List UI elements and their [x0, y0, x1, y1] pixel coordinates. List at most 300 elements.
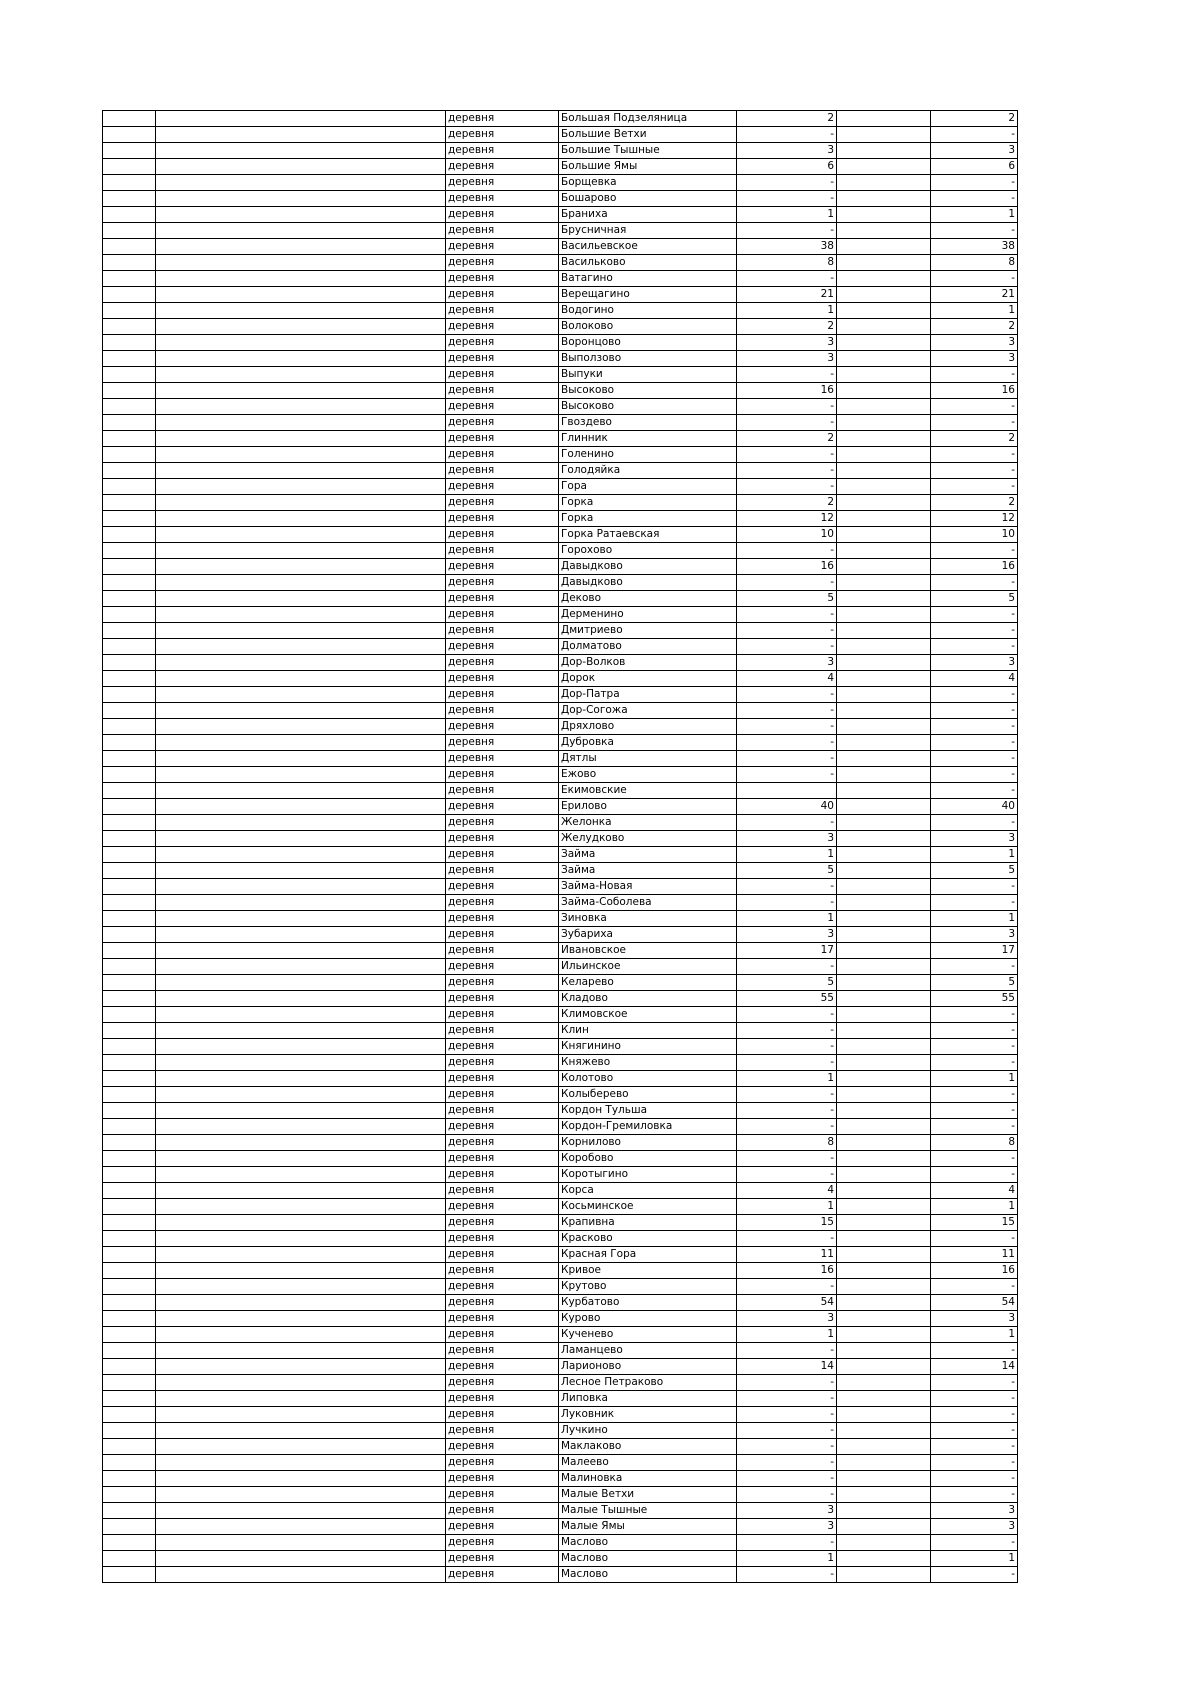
- rural-count-cell: -: [931, 879, 1018, 895]
- settlement-type-cell: деревня: [446, 1055, 559, 1071]
- urban-count-cell: [837, 831, 931, 847]
- settlement-name-cell: Голенино: [559, 447, 737, 463]
- col-b-cell: [156, 1375, 446, 1391]
- settlement-name-cell: Дор-Согожа: [559, 703, 737, 719]
- col-b-cell: [156, 367, 446, 383]
- table-row: [103, 399, 1018, 415]
- settlement-name-cell: Дмитриево: [559, 623, 737, 639]
- table-row: [103, 511, 1018, 527]
- settlement-name-cell: Лесное Петраково: [559, 1375, 737, 1391]
- urban-count-cell: [837, 559, 931, 575]
- total-count-cell: -: [737, 687, 837, 703]
- settlement-type-cell: деревня: [446, 799, 559, 815]
- col-a-cell: [103, 1151, 156, 1167]
- settlement-name-cell: Высоково: [559, 383, 737, 399]
- settlement-name-cell: Кривое: [559, 1263, 737, 1279]
- col-a-cell: [103, 463, 156, 479]
- settlement-type-cell: деревня: [446, 351, 559, 367]
- col-b-cell: [156, 1551, 446, 1567]
- total-count-cell: 1: [737, 1199, 837, 1215]
- urban-count-cell: [837, 1023, 931, 1039]
- urban-count-cell: [837, 255, 931, 271]
- col-b-cell: [156, 767, 446, 783]
- col-a-cell: [103, 655, 156, 671]
- table-row: [103, 943, 1018, 959]
- total-count-cell: 3: [737, 143, 837, 159]
- total-count-cell: -: [737, 1039, 837, 1055]
- col-a-cell: [103, 1343, 156, 1359]
- settlement-name-cell: Ватагино: [559, 271, 737, 287]
- settlement-name-cell: Коробово: [559, 1151, 737, 1167]
- col-a-cell: [103, 175, 156, 191]
- settlement-type-cell: деревня: [446, 335, 559, 351]
- col-b-cell: [156, 431, 446, 447]
- urban-count-cell: [837, 367, 931, 383]
- settlement-type-cell: деревня: [446, 143, 559, 159]
- settlement-name-cell: Дятлы: [559, 751, 737, 767]
- settlement-name-cell: Колыберево: [559, 1087, 737, 1103]
- rural-count-cell: 6: [931, 159, 1018, 175]
- table-row: [103, 1455, 1018, 1471]
- table-row: [103, 495, 1018, 511]
- settlement-type-cell: деревня: [446, 1439, 559, 1455]
- table-row: [103, 447, 1018, 463]
- urban-count-cell: [837, 623, 931, 639]
- settlement-type-cell: деревня: [446, 879, 559, 895]
- settlement-name-cell: Займа: [559, 847, 737, 863]
- total-count-cell: 1: [737, 847, 837, 863]
- rural-count-cell: 1: [931, 303, 1018, 319]
- total-count-cell: -: [737, 1375, 837, 1391]
- col-a-cell: [103, 1199, 156, 1215]
- table-row: [103, 1055, 1018, 1071]
- total-count-cell: -: [737, 1471, 837, 1487]
- urban-count-cell: [837, 1311, 931, 1327]
- total-count-cell: 10: [737, 527, 837, 543]
- col-a-cell: [103, 1407, 156, 1423]
- table-row: [103, 287, 1018, 303]
- urban-count-cell: [837, 863, 931, 879]
- urban-count-cell: [837, 1439, 931, 1455]
- col-b-cell: [156, 1103, 446, 1119]
- col-a-cell: [103, 815, 156, 831]
- settlement-type-cell: деревня: [446, 1007, 559, 1023]
- urban-count-cell: [837, 415, 931, 431]
- settlement-type-cell: деревня: [446, 1487, 559, 1503]
- settlement-type-cell: деревня: [446, 1327, 559, 1343]
- settlement-type-cell: деревня: [446, 367, 559, 383]
- rural-count-cell: 5: [931, 863, 1018, 879]
- col-b-cell: [156, 1247, 446, 1263]
- settlement-name-cell: Малеево: [559, 1455, 737, 1471]
- urban-count-cell: [837, 927, 931, 943]
- settlement-type-cell: деревня: [446, 687, 559, 703]
- settlement-name-cell: Васильевское: [559, 239, 737, 255]
- settlement-type-cell: деревня: [446, 191, 559, 207]
- settlement-type-cell: деревня: [446, 223, 559, 239]
- settlement-name-cell: Глинник: [559, 431, 737, 447]
- col-a-cell: [103, 639, 156, 655]
- total-count-cell: 2: [737, 319, 837, 335]
- table-row: [103, 319, 1018, 335]
- rural-count-cell: -: [931, 1119, 1018, 1135]
- rural-count-cell: 11: [931, 1247, 1018, 1263]
- table-row: [103, 1519, 1018, 1535]
- settlement-name-cell: Крутово: [559, 1279, 737, 1295]
- urban-count-cell: [837, 191, 931, 207]
- col-a-cell: [103, 1279, 156, 1295]
- urban-count-cell: [837, 175, 931, 191]
- col-a-cell: [103, 415, 156, 431]
- urban-count-cell: [837, 511, 931, 527]
- settlement-type-cell: деревня: [446, 1167, 559, 1183]
- col-a-cell: [103, 431, 156, 447]
- settlement-name-cell: Келарево: [559, 975, 737, 991]
- settlement-name-cell: Кордон-Гремиловка: [559, 1119, 737, 1135]
- col-a-cell: [103, 991, 156, 1007]
- table-row: [103, 1471, 1018, 1487]
- settlement-name-cell: Бошарово: [559, 191, 737, 207]
- col-b-cell: [156, 1567, 446, 1583]
- settlement-name-cell: Зубариха: [559, 927, 737, 943]
- settlement-name-cell: Зиновка: [559, 911, 737, 927]
- col-b-cell: [156, 1343, 446, 1359]
- settlement-name-cell: Кладово: [559, 991, 737, 1007]
- settlement-name-cell: Дряхлово: [559, 719, 737, 735]
- col-b-cell: [156, 463, 446, 479]
- urban-count-cell: [837, 847, 931, 863]
- settlement-type-cell: деревня: [446, 1503, 559, 1519]
- table-row: [103, 351, 1018, 367]
- settlement-type-cell: деревня: [446, 527, 559, 543]
- col-b-cell: [156, 1391, 446, 1407]
- table-row: [103, 1359, 1018, 1375]
- settlement-type-cell: деревня: [446, 1103, 559, 1119]
- rural-count-cell: -: [931, 271, 1018, 287]
- urban-count-cell: [837, 671, 931, 687]
- table-row: [103, 415, 1018, 431]
- col-b-cell: [156, 959, 446, 975]
- col-b-cell: [156, 1535, 446, 1551]
- settlement-type-cell: деревня: [446, 543, 559, 559]
- settlement-name-cell: Княгинино: [559, 1039, 737, 1055]
- col-a-cell: [103, 1247, 156, 1263]
- col-b-cell: [156, 1487, 446, 1503]
- rural-count-cell: -: [931, 415, 1018, 431]
- col-a-cell: [103, 1551, 156, 1567]
- col-a-cell: [103, 1103, 156, 1119]
- rural-count-cell: -: [931, 703, 1018, 719]
- rural-count-cell: 3: [931, 351, 1018, 367]
- col-b-cell: [156, 1263, 446, 1279]
- col-b-cell: [156, 495, 446, 511]
- col-a-cell: [103, 319, 156, 335]
- settlement-type-cell: деревня: [446, 719, 559, 735]
- col-a-cell: [103, 1071, 156, 1087]
- total-count-cell: -: [737, 1055, 837, 1071]
- col-b-cell: [156, 399, 446, 415]
- col-b-cell: [156, 1215, 446, 1231]
- col-b-cell: [156, 303, 446, 319]
- total-count-cell: 3: [737, 655, 837, 671]
- settlement-type-cell: деревня: [446, 271, 559, 287]
- table-row: [103, 799, 1018, 815]
- settlement-name-cell: Займа-Соболева: [559, 895, 737, 911]
- table-row: [103, 1263, 1018, 1279]
- total-count-cell: -: [737, 767, 837, 783]
- urban-count-cell: [837, 591, 931, 607]
- col-b-cell: [156, 799, 446, 815]
- col-b-cell: [156, 1039, 446, 1055]
- rural-count-cell: 55: [931, 991, 1018, 1007]
- urban-count-cell: [837, 271, 931, 287]
- table-row: [103, 1343, 1018, 1359]
- col-b-cell: [156, 591, 446, 607]
- col-a-cell: [103, 1535, 156, 1551]
- total-count-cell: -: [737, 719, 837, 735]
- table-row: [103, 927, 1018, 943]
- col-a-cell: [103, 863, 156, 879]
- settlement-type-cell: деревня: [446, 415, 559, 431]
- table-row: [103, 847, 1018, 863]
- rural-count-cell: 16: [931, 559, 1018, 575]
- urban-count-cell: [837, 975, 931, 991]
- rural-count-cell: 3: [931, 655, 1018, 671]
- settlement-name-cell: Ларионово: [559, 1359, 737, 1375]
- col-b-cell: [156, 1119, 446, 1135]
- col-a-cell: [103, 1007, 156, 1023]
- rural-count-cell: -: [931, 751, 1018, 767]
- urban-count-cell: [837, 431, 931, 447]
- rural-count-cell: 17: [931, 943, 1018, 959]
- col-b-cell: [156, 1151, 446, 1167]
- rural-count-cell: 3: [931, 927, 1018, 943]
- settlement-type-cell: деревня: [446, 975, 559, 991]
- settlement-name-cell: Курбатово: [559, 1295, 737, 1311]
- settlement-type-cell: деревня: [446, 703, 559, 719]
- urban-count-cell: [837, 1327, 931, 1343]
- col-a-cell: [103, 1023, 156, 1039]
- col-a-cell: [103, 239, 156, 255]
- col-b-cell: [156, 703, 446, 719]
- settlement-type-cell: деревня: [446, 847, 559, 863]
- total-count-cell: 54: [737, 1295, 837, 1311]
- urban-count-cell: [837, 1215, 931, 1231]
- settlement-type-cell: деревня: [446, 1471, 559, 1487]
- settlement-name-cell: Давыдково: [559, 575, 737, 591]
- total-count-cell: -: [737, 1007, 837, 1023]
- urban-count-cell: [837, 1375, 931, 1391]
- col-a-cell: [103, 1311, 156, 1327]
- col-a-cell: [103, 1423, 156, 1439]
- col-a-cell: [103, 159, 156, 175]
- col-b-cell: [156, 239, 446, 255]
- table-row: [103, 1487, 1018, 1503]
- total-count-cell: -: [737, 399, 837, 415]
- col-a-cell: [103, 143, 156, 159]
- col-b-cell: [156, 1167, 446, 1183]
- rural-count-cell: 16: [931, 1263, 1018, 1279]
- table-row: [103, 1071, 1018, 1087]
- col-b-cell: [156, 415, 446, 431]
- rural-count-cell: 1: [931, 1071, 1018, 1087]
- settlement-type-cell: деревня: [446, 927, 559, 943]
- rural-count-cell: 38: [931, 239, 1018, 255]
- table-row: [103, 1391, 1018, 1407]
- col-a-cell: [103, 959, 156, 975]
- col-b-cell: [156, 207, 446, 223]
- col-b-cell: [156, 671, 446, 687]
- total-count-cell: -: [737, 703, 837, 719]
- total-count-cell: -: [737, 879, 837, 895]
- col-b-cell: [156, 191, 446, 207]
- rural-count-cell: -: [931, 1375, 1018, 1391]
- rural-count-cell: -: [931, 687, 1018, 703]
- col-a-cell: [103, 767, 156, 783]
- settlement-name-cell: Голодяйка: [559, 463, 737, 479]
- settlement-type-cell: деревня: [446, 127, 559, 143]
- settlement-type-cell: деревня: [446, 767, 559, 783]
- col-b-cell: [156, 735, 446, 751]
- settlement-type-cell: деревня: [446, 239, 559, 255]
- urban-count-cell: [837, 1247, 931, 1263]
- table-row: [103, 1215, 1018, 1231]
- total-count-cell: 4: [737, 1183, 837, 1199]
- col-b-cell: [156, 655, 446, 671]
- settlement-name-cell: Кордон Тульша: [559, 1103, 737, 1119]
- settlement-name-cell: Малые Ветхи: [559, 1487, 737, 1503]
- settlement-name-cell: Липовка: [559, 1391, 737, 1407]
- col-a-cell: [103, 1519, 156, 1535]
- rural-count-cell: 3: [931, 335, 1018, 351]
- table-row: [103, 175, 1018, 191]
- urban-count-cell: [837, 1119, 931, 1135]
- settlement-type-cell: деревня: [446, 175, 559, 191]
- rural-count-cell: -: [931, 175, 1018, 191]
- urban-count-cell: [837, 655, 931, 671]
- col-a-cell: [103, 703, 156, 719]
- urban-count-cell: [837, 1487, 931, 1503]
- settlement-name-cell: Деково: [559, 591, 737, 607]
- settlement-type-cell: деревня: [446, 1567, 559, 1583]
- rural-count-cell: 12: [931, 511, 1018, 527]
- total-count-cell: -: [737, 1151, 837, 1167]
- table-row: [103, 975, 1018, 991]
- col-b-cell: [156, 143, 446, 159]
- total-count-cell: -: [737, 543, 837, 559]
- col-b-cell: [156, 927, 446, 943]
- settlement-name-cell: Маклаково: [559, 1439, 737, 1455]
- col-b-cell: [156, 223, 446, 239]
- col-a-cell: [103, 1135, 156, 1151]
- col-a-cell: [103, 1087, 156, 1103]
- table-row: [103, 1007, 1018, 1023]
- table-row: [103, 719, 1018, 735]
- col-b-cell: [156, 879, 446, 895]
- urban-count-cell: [837, 527, 931, 543]
- col-a-cell: [103, 671, 156, 687]
- settlement-type-cell: деревня: [446, 1455, 559, 1471]
- table-row: [103, 1199, 1018, 1215]
- col-b-cell: [156, 1071, 446, 1087]
- rural-count-cell: -: [931, 1391, 1018, 1407]
- settlement-type-cell: деревня: [446, 255, 559, 271]
- rural-count-cell: -: [931, 1567, 1018, 1583]
- rural-count-cell: -: [931, 223, 1018, 239]
- settlement-type-cell: деревня: [446, 559, 559, 575]
- settlement-type-cell: деревня: [446, 1199, 559, 1215]
- urban-count-cell: [837, 1535, 931, 1551]
- col-b-cell: [156, 1135, 446, 1151]
- col-a-cell: [103, 127, 156, 143]
- col-b-cell: [156, 127, 446, 143]
- settlement-type-cell: деревня: [446, 1343, 559, 1359]
- col-a-cell: [103, 223, 156, 239]
- rural-count-cell: -: [931, 767, 1018, 783]
- table-row: [103, 591, 1018, 607]
- col-a-cell: [103, 207, 156, 223]
- col-b-cell: [156, 895, 446, 911]
- settlement-type-cell: деревня: [446, 1135, 559, 1151]
- settlement-name-cell: Дор-Волков: [559, 655, 737, 671]
- rural-count-cell: 3: [931, 831, 1018, 847]
- col-b-cell: [156, 1471, 446, 1487]
- table-row: [103, 207, 1018, 223]
- urban-count-cell: [837, 991, 931, 1007]
- rural-count-cell: 1: [931, 1199, 1018, 1215]
- settlement-name-cell: Колотово: [559, 1071, 737, 1087]
- col-a-cell: [103, 303, 156, 319]
- col-a-cell: [103, 927, 156, 943]
- settlement-name-cell: Браниха: [559, 207, 737, 223]
- rural-count-cell: -: [931, 543, 1018, 559]
- total-count-cell: -: [737, 479, 837, 495]
- table-row: [103, 1503, 1018, 1519]
- col-a-cell: [103, 479, 156, 495]
- table-row: [103, 671, 1018, 687]
- table-body: [103, 111, 1018, 1583]
- table-row: [103, 1119, 1018, 1135]
- settlement-type-cell: деревня: [446, 1231, 559, 1247]
- urban-count-cell: [837, 207, 931, 223]
- table-row: [103, 1535, 1018, 1551]
- rural-count-cell: 4: [931, 1183, 1018, 1199]
- rural-count-cell: -: [931, 1407, 1018, 1423]
- rural-count-cell: 1: [931, 847, 1018, 863]
- col-b-cell: [156, 831, 446, 847]
- urban-count-cell: [837, 1151, 931, 1167]
- settlement-name-cell: Крапивна: [559, 1215, 737, 1231]
- col-b-cell: [156, 1183, 446, 1199]
- total-count-cell: -: [737, 1487, 837, 1503]
- total-count-cell: 3: [737, 351, 837, 367]
- table-row: [103, 1327, 1018, 1343]
- rural-count-cell: 10: [931, 527, 1018, 543]
- urban-count-cell: [837, 399, 931, 415]
- rural-count-cell: 1: [931, 1327, 1018, 1343]
- urban-count-cell: [837, 1231, 931, 1247]
- settlement-type-cell: деревня: [446, 479, 559, 495]
- settlement-type-cell: деревня: [446, 399, 559, 415]
- settlement-type-cell: деревня: [446, 591, 559, 607]
- urban-count-cell: [837, 751, 931, 767]
- settlement-name-cell: Большие Ямы: [559, 159, 737, 175]
- settlement-name-cell: Васильково: [559, 255, 737, 271]
- settlement-name-cell: Курово: [559, 1311, 737, 1327]
- settlement-type-cell: деревня: [446, 1407, 559, 1423]
- total-count-cell: -: [737, 1167, 837, 1183]
- settlement-name-cell: Ерилово: [559, 799, 737, 815]
